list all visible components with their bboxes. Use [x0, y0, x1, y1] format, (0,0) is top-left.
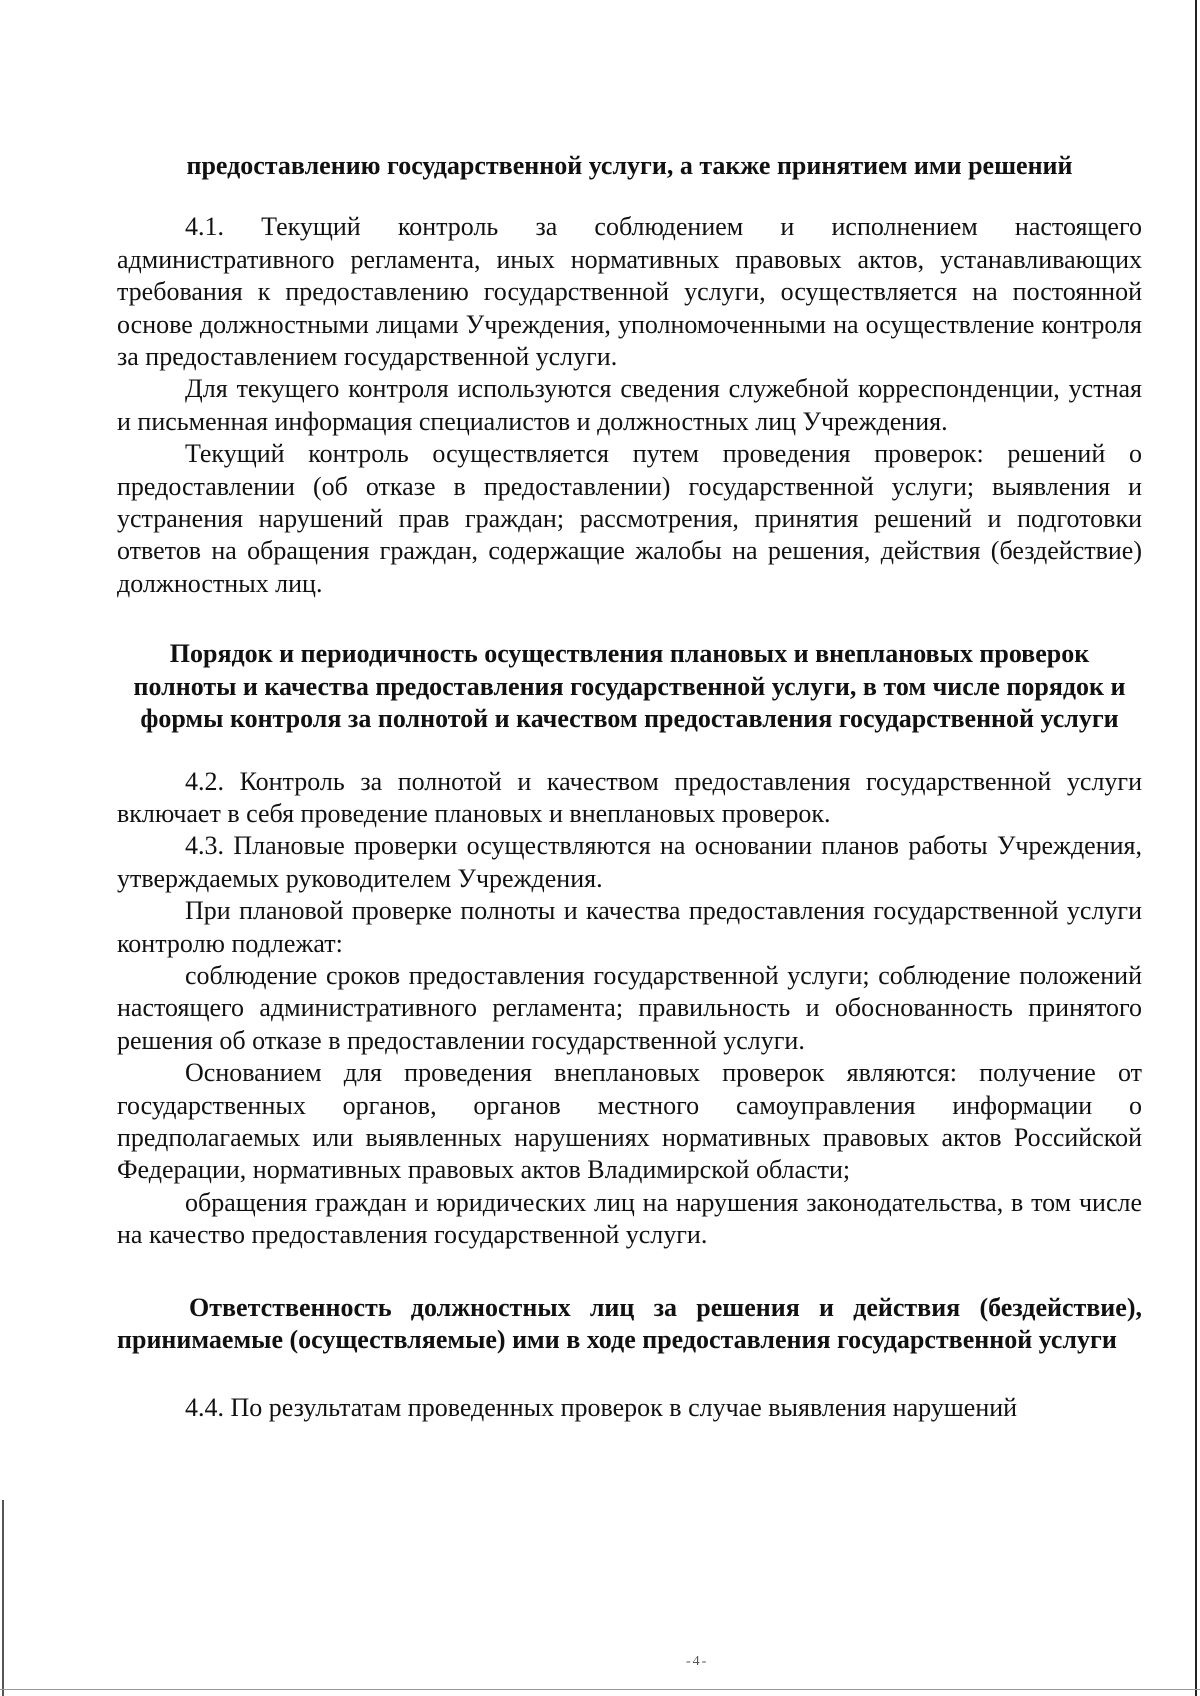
scan-edge-right	[1195, 0, 1197, 1696]
paragraph-4-2: 4.2. Контроль за полнотой и качеством предоставления государственной услуги включает в себя проведение плановых и внеплановых проверок.	[117, 766, 1142, 828]
paragraph-4-1: 4.1. Текущий контроль за соблюдением и исполнением настоящего административного регламента, иных нормативных правовых актов, устанавливающих требования к предоставлению государственной услуги, осуществляется на постоянной основе должностными лицами Учреждения, уполномоченными на осуществление контроля за предоставлением государственной услуги.	[117, 212, 1142, 372]
paragraph-citizen-appeals: обращения граждан и юридических лиц на нарушения законодательства, в том числе на качество предоставления государственной услуги.	[117, 1187, 1142, 1250]
paragraph-current-control-sources: Для текущего контроля используются сведения служебной корреспонденции, устная и письменная информация специалистов и должностных лиц Учреждения.	[117, 374, 1142, 436]
scan-bottom-line	[0, 1689, 1200, 1690]
paragraph-unplanned-check-grounds: Основанием для проведения внеплановых проверок являются: получение от государственных органов, органов местного самоуправления информации о предполагаемых или выявленных нарушениях нормативных правовых актов Российской Федерации, нормативных правовых актов Владимирской области;	[117, 1058, 1142, 1185]
paragraph-4-4: 4.4. По результатам проведенных проверок в случае выявления нарушений	[185, 1393, 1018, 1423]
paragraph-current-control-checks: Текущий контроль осуществляется путем проведения проверок: решений о предоставлении (об отказе в предоставлении) государственной услуги; выявления и устранения нарушений прав граждан; рассмотрения, принятия решений и подготовки ответов на обращения граждан, содержащие жалобы на решения, действия (бездействие) должностных лиц.	[117, 439, 1142, 598]
paragraph-planned-check-scope: При плановой проверке полноты и качества предоставления государственной услуги контролю подлежат:	[117, 896, 1142, 958]
section-heading-responsibility: Ответственность должностных лиц за решения и действия (бездействие), принимаемые (осуществляемые) ими в ходе предоставления государственной услуги	[117, 1292, 1142, 1354]
scan-edge-left	[2, 1500, 4, 1696]
section-heading-inspections: Порядок и периодичность осуществления плановых и внеплановых проверок полноты и качества предоставления государственной услуги, в том числе порядок и формы контроля за полнотой и качеством предоставления государственной услуги	[133, 639, 1126, 734]
section-heading-continued: предоставлению государственной услуги, а также принятием ими решений	[186, 151, 1073, 180]
paragraph-4-3: 4.3. Плановые проверки осуществляются на основании планов работы Учреждения, утверждаемых руководителем Учреждения.	[117, 831, 1142, 893]
paragraph-planned-check-items: соблюдение сроков предоставления государственной услуги; соблюдение положений настоящего административного регламента; правильность и обоснованность принятого решения об отказе в предоставлении государственной услуги.	[117, 960, 1142, 1055]
document-body	[117, 150, 1142, 1425]
page-number: -4-	[686, 1654, 709, 1669]
